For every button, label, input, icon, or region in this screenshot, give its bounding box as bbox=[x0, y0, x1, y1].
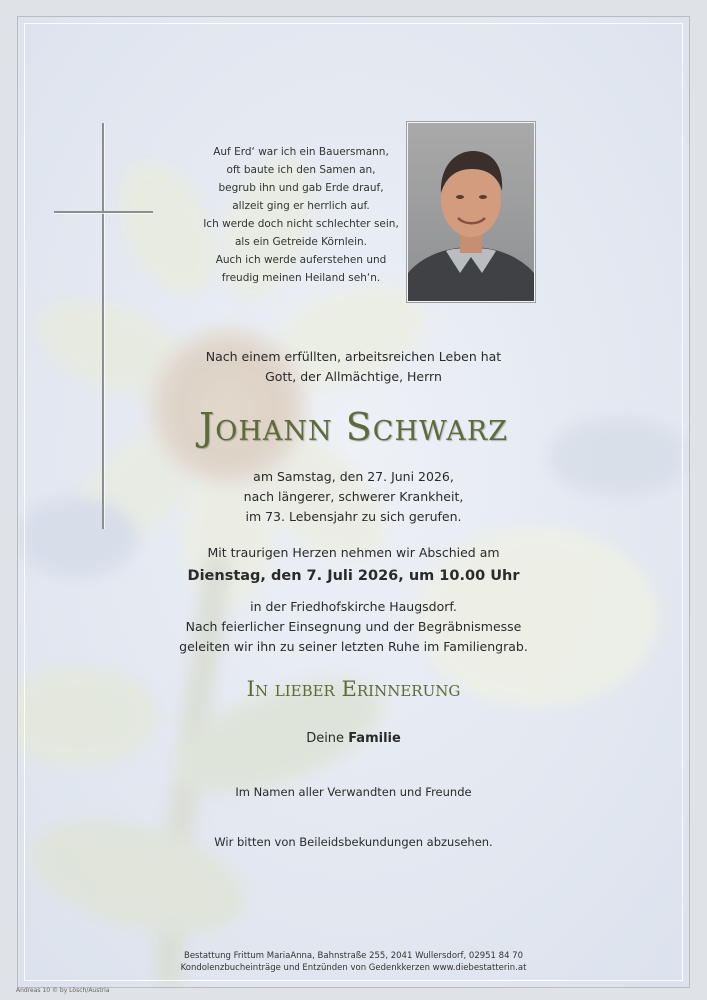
intro-line: Nach einem erfüllten, arbeitsreichen Leben hat bbox=[205, 349, 502, 364]
death-line: nach längerer, schwerer Krankheit, bbox=[243, 489, 464, 504]
death-line: im 73. Lebensjahr zu sich gerufen. bbox=[245, 509, 462, 524]
poem-line: oft baute ich den Samen an, bbox=[226, 164, 376, 176]
place-line: geleiten wir ihn zu seiner letzten Ruhe im Familiengrab. bbox=[179, 639, 528, 654]
deceased-name bbox=[18, 405, 689, 449]
condolences-note: Wir bitten von Beileidsbekundungen abzusehen. bbox=[214, 835, 493, 849]
family-prefix: Deine bbox=[306, 731, 345, 746]
poem-line: allzeit ging er herrlich auf. bbox=[232, 200, 370, 212]
death-line: am Samstag, den 27. Juni 2026, bbox=[253, 469, 454, 484]
footer-line: Kondolenzbucheinträge und Entzünden von Gedenkkerzen www.diebestatterin.at bbox=[180, 963, 527, 973]
memory-heading: In lieber Erinnerung bbox=[246, 677, 461, 701]
first-name-rest: ohann bbox=[215, 405, 333, 449]
place-line: Nach feierlicher Einsegnung und der Begräbnismesse bbox=[185, 619, 522, 634]
poem-line: Auch ich werde auferstehen und bbox=[215, 254, 387, 266]
family-name: Familie bbox=[348, 731, 401, 746]
poem bbox=[186, 143, 416, 287]
first-name-initial: J bbox=[198, 405, 216, 449]
family-signature bbox=[18, 731, 689, 746]
cross-icon-beam bbox=[54, 211, 153, 213]
last-name-rest: chwarz bbox=[372, 405, 508, 449]
obituary-card bbox=[17, 16, 690, 988]
funeral-place bbox=[18, 597, 689, 657]
intro-text bbox=[18, 347, 689, 387]
death-details bbox=[18, 467, 689, 527]
last-name-initial: S bbox=[345, 405, 373, 449]
portrait-photo bbox=[407, 122, 535, 302]
poem-line: Auf Erd‘ war ich ein Bauersmann, bbox=[213, 146, 389, 158]
funeral-home-footer bbox=[18, 950, 689, 974]
place-line: in der Friedhofskirche Haugsdorf. bbox=[250, 599, 457, 614]
footer-line: Bestattung Frittum MariaAnna, Bahnstraße 255, 2041 Wullersdorf, 02951 84 70 bbox=[184, 951, 523, 961]
farewell-text: Mit traurigen Herzen nehmen wir Abschied am bbox=[207, 545, 500, 560]
poem-line: Ich werde doch nicht schlechter sein, bbox=[203, 218, 399, 230]
design-credit: Andreas 10 © by Lösch/Austria bbox=[16, 987, 110, 994]
poem-line: freudig meinen Heiland seh‘n. bbox=[221, 272, 381, 284]
intro-line: Gott, der Allmächtige, Herrn bbox=[265, 369, 442, 384]
funeral-date: Dienstag, den 7. Juli 2026, um 10.00 Uhr bbox=[187, 568, 520, 584]
poem-line: als ein Getreide Körnlein. bbox=[234, 236, 368, 248]
poem-line: begrub ihn und gab Erde drauf, bbox=[218, 182, 384, 194]
relatives-text: Im Namen aller Verwandten und Freunde bbox=[235, 785, 472, 799]
